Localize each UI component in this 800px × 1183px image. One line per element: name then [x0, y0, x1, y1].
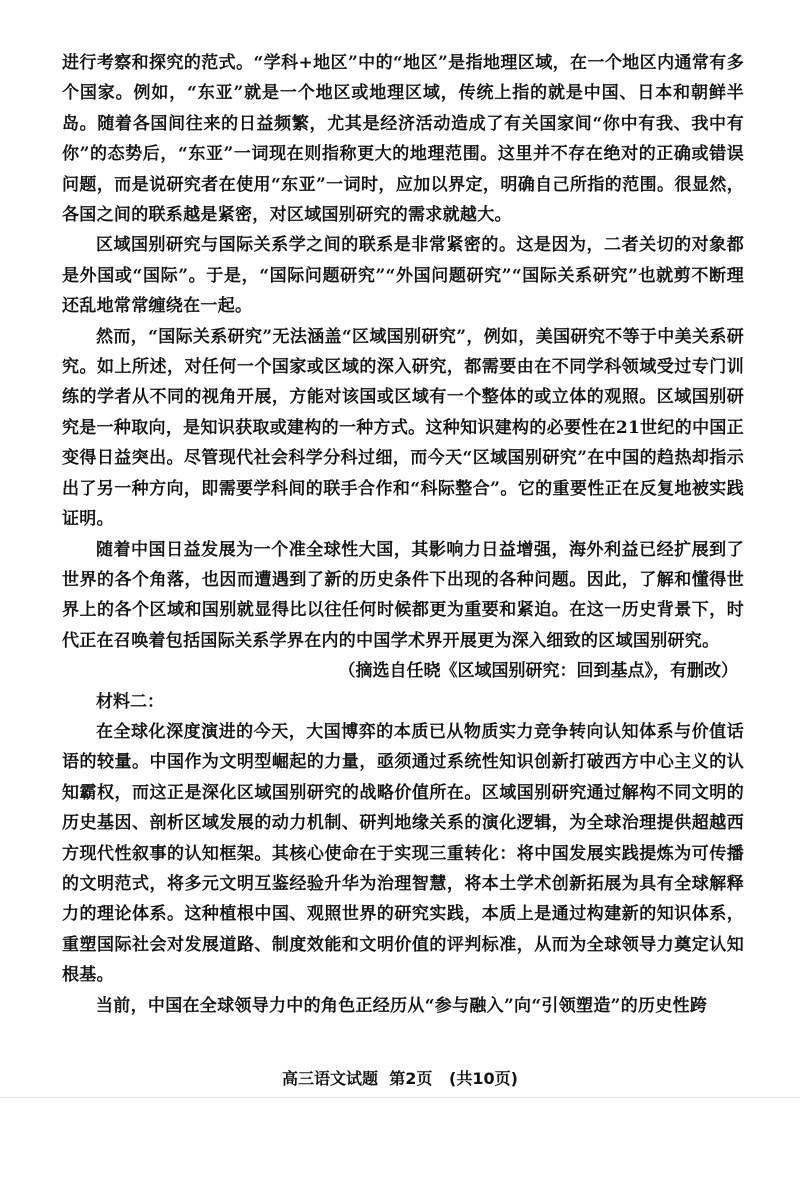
- paragraph-4: 随着中国日益发展为一个准全球性大国，其影响力日益增强，海外利益已经扩展到了世界的各个角落，也因而遭遇到了新的历史条件下出现的各种问题。因此，了解和懂得世界上的各个区域和国别就显得比以往任何时候都更为重要和紧迫。在这一历史背景下，时代正在召唤着包括国际关系学界在内的中国学术界开展更为深入细致的区域国别研究。: [62, 539, 744, 651]
- material-two-heading: 材料二：: [96, 691, 164, 712]
- paragraph-5: 在全球化深度演进的今天，大国博弈的本质已从物质实力竞争转向认知体系与价值话语的较量。中国作为文明型崛起的力量，亟须通过系统性知识创新打破西方中心主义的认知霸权，而这正是深化区域国别研究的战略价值所在。区域国别研究通过解构不同文明的历史基因、剖析区域发展的动力机制、研判地缘关系的演化逻辑，为全球治理提供超越西方现代性叙事的认知框架。其核心使命在于实现三重转化：将中国发展实践提炼为可传播的文明范式，将多元文明互鉴经验升华为治理智慧，将本土学术创新拓展为具有全球解释力的理论体系。这种植根中国、观照世界的研究实践，本质上是通过构建新的知识体系，重塑国际社会对发展道路、制度效能和文明价值的评判标准，从而为全球领导力奠定认知根基。: [62, 721, 744, 986]
- source-citation: （摘选自任晓《区域国别研究：回到基点》，有删改）: [338, 661, 738, 682]
- paragraph-6: 当前，中国在全球领导力中的角色正经历从“参与融入”向“引领塑造”的历史性跨: [96, 995, 708, 1016]
- paragraph-3: 然而，“国际关系研究”无法涵盖“区域国别研究”，例如，美国研究不等于中美关系研究。如上所述，对任何一个国家或区域的深入研究，都需要由在不同学科领域受过专门训练的学者从不同的视角开展，方能对该国或区域有一个整体的或立体的观照。区域国别研究是一种取向，是知识获取或建构的一种方式。这种知识建构的必要性在21世纪的中国正变得日益突出。尽管现代社会科学分科过细，而今天“区域国别研究”在中国的趋热却指示出了另一种方向，即需要学科间的联手合作和“科际整合”。它的重要性正在反复地被实践证明。: [62, 326, 744, 530]
- paragraph-2: 区域国别研究与国际关系学之间的联系是非常紧密的。这是因为，二者关切的对象都是外国或“国际”。于是，“国际问题研究”“外国问题研究”“国际关系研究”也就剪不断理还乱地常常缠绕在一起。: [62, 235, 744, 317]
- page-divider: [0, 1097, 800, 1098]
- article-body: [62, 48, 744, 1021]
- page-footer: 高三语文试题 第2页 (共10页): [282, 1069, 518, 1088]
- paragraph-continued: 进行考察和探究的范式。“学科+地区”中的“地区”是指地理区域，在一个地区内通常有多个国家。例如，“东亚”就是一个地区或地理区域，传统上指的就是中国、日本和朝鲜半岛。随着各国间往来的日益频繁，尤其是经济活动造成了有关国家间“你中有我、我中有你”的态势后，“东亚”一词现在则指称更大的地理范围。这里并不存在绝对的正确或错误问题，而是说研究者在使用“东亚”一词时，应加以界定，明确自己所指的范围。很显然，各国之间的联系越是紧密，对区域国别研究的需求就越大。: [62, 53, 744, 226]
